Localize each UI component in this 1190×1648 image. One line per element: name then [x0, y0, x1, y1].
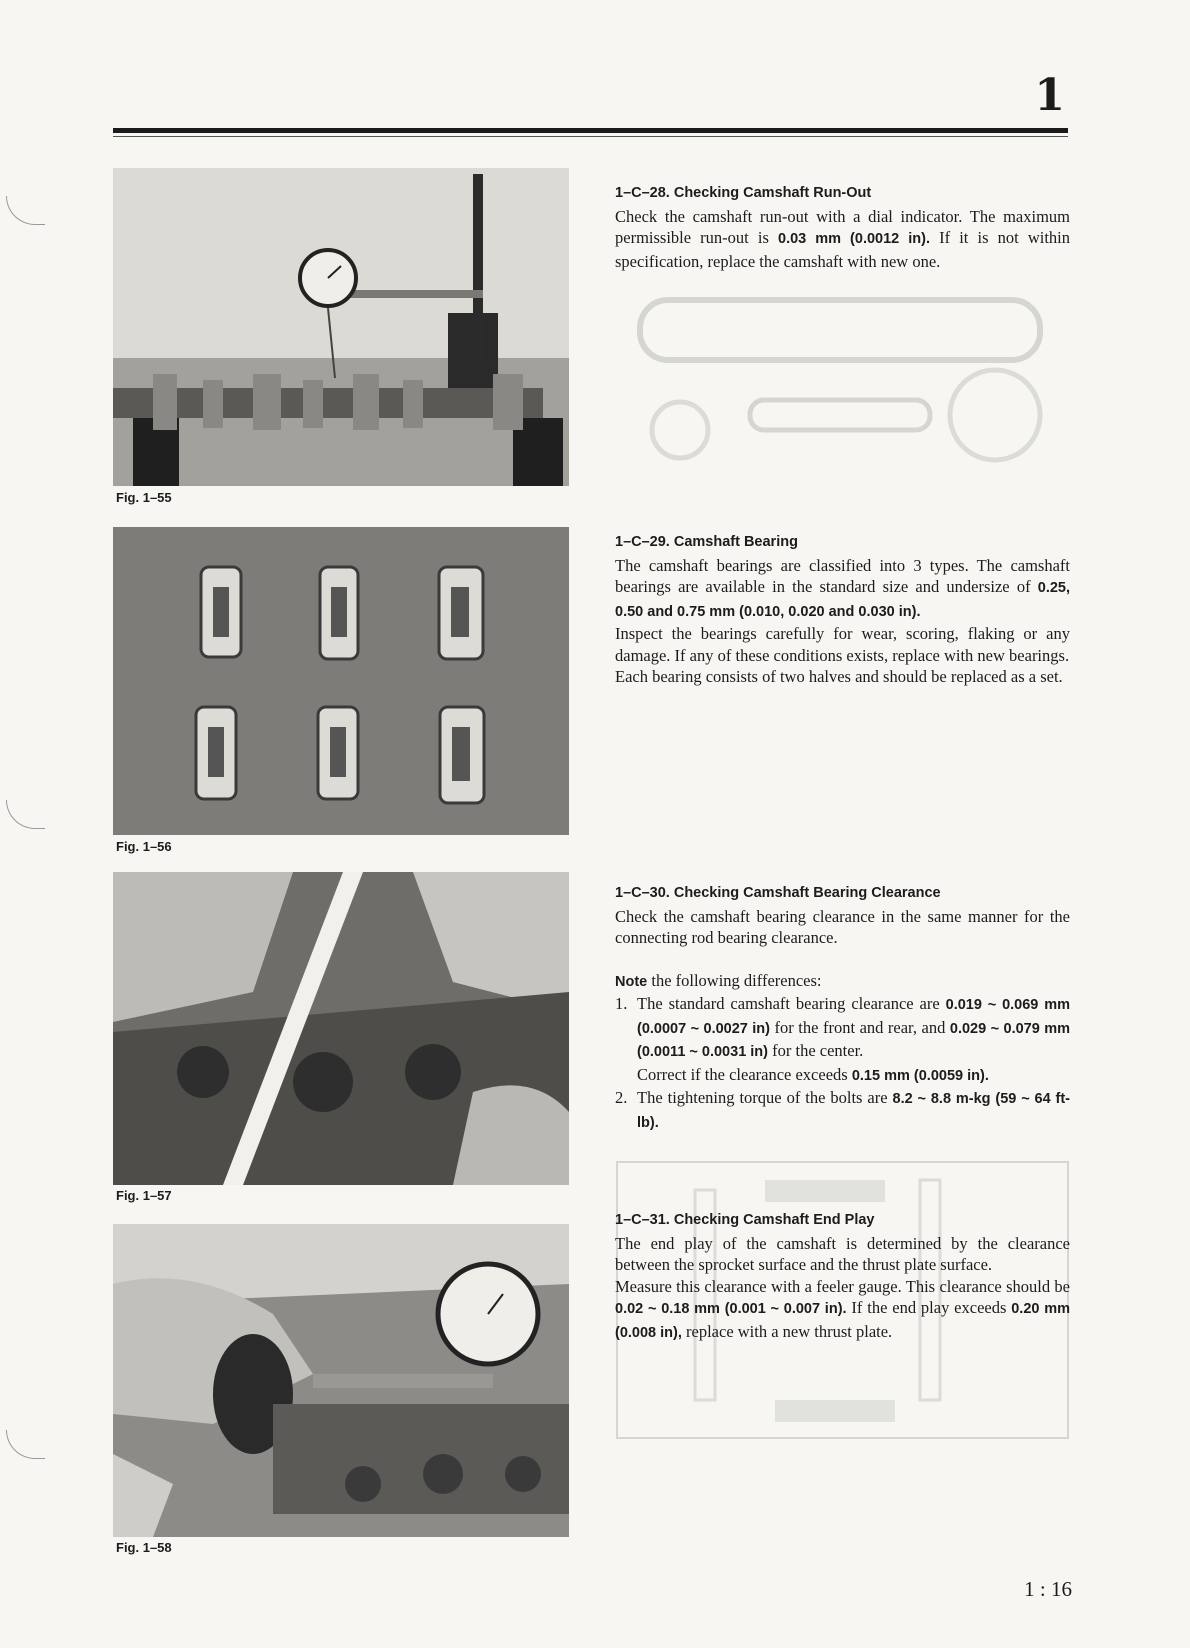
list-number: 2.: [615, 1088, 628, 1107]
show-through-artwork: [620, 280, 1060, 480]
list-item: [615, 1087, 1070, 1134]
margin-mark: [6, 196, 45, 225]
paragraph: Inspect the bearings carefully for wear, scoring, flaking or any damage. If any of these conditions exists, replace with new bearings.: [615, 624, 1070, 665]
list-body: [637, 993, 1070, 1087]
text: for the front and rear, and: [770, 1017, 950, 1037]
figure-camshaft-bearings-photo: [113, 527, 569, 835]
section-camshaft-bearing: [615, 532, 1070, 688]
text: If the end play exceeds: [846, 1298, 1012, 1317]
section-heading: 1–C–31. Checking Camshaft End Play: [615, 1212, 875, 1228]
paragraph: [615, 1276, 1070, 1345]
note-label: Note: [615, 973, 648, 990]
figure-endplay-photo: [113, 1224, 569, 1537]
margin-mark: [6, 800, 45, 829]
text: for the center.: [768, 1041, 864, 1060]
text: the following differences:: [647, 970, 822, 990]
page-number: 1 : 16: [1024, 1577, 1072, 1601]
section-camshaft-end-play: [615, 1210, 1070, 1344]
text: replace with a new thrust plate.: [681, 1321, 893, 1341]
text: Correct if the clearance exceeds: [637, 1064, 852, 1084]
chapter-number: 1: [1034, 70, 1065, 121]
text: If it is not within specification, replace the camshaft with new one.: [615, 228, 1070, 271]
text: Check the camshaft run-out with a dial indicator. The maximum permissible run-out is: [615, 206, 1070, 247]
paragraph: The end play of the camshaft is determined by the clearance between the sprocket surface and the thrust plate surface.: [615, 1233, 1070, 1274]
section-camshaft-runout: [615, 183, 1070, 272]
figure-label: Fig. 1–57: [116, 1188, 172, 1203]
spec-value: 0.20 mm (0.008 in),: [615, 1301, 1070, 1341]
text: The tightening torque of the bolts are: [637, 1088, 893, 1107]
figure-label: Fig. 1–56: [116, 839, 172, 854]
figure-plastigage-photo: [113, 872, 569, 1185]
section-heading: 1–C–30. Checking Camshaft Bearing Clearance: [615, 885, 941, 901]
list-body: [637, 1087, 1070, 1134]
spec-value: 0.15 mm (0.0059 in).: [851, 1067, 989, 1084]
margin-mark: [6, 1430, 45, 1459]
figure-label: Fig. 1–55: [116, 490, 172, 505]
section-heading: 1–C–29. Camshaft Bearing: [615, 534, 798, 550]
list-item: [615, 993, 1070, 1087]
spec-value: 0.02 ~ 0.18 mm (0.001 ~ 0.007 in).: [615, 1301, 847, 1317]
header-rule-thin: [113, 136, 1068, 137]
section-heading: 1–C–28. Checking Camshaft Run-Out: [615, 185, 872, 201]
spec-value: 0.25, 0.50 and 0.75 mm (0.010, 0.020 and 0.030 in).: [615, 580, 1070, 620]
figure-camshaft-runout-photo: [113, 168, 569, 486]
header-rule: [113, 128, 1068, 133]
paragraph: [615, 555, 1070, 624]
spec-value: 0.019 ~ 0.069 mm (0.0007 ~ 0.0027 in): [637, 997, 1070, 1037]
spec-value: 0.029 ~ 0.079 mm (0.0011 ~ 0.0031 in): [637, 1020, 1070, 1060]
list-number: 1.: [615, 994, 628, 1013]
note: [615, 970, 1070, 994]
paragraph: Each bearing consists of two halves and should be replaced as a set.: [615, 667, 1063, 686]
paragraph: Check the camshaft bearing clearance in the same manner for the connecting rod bearing clearance.: [615, 906, 1070, 947]
spec-value: 0.03 mm (0.0012 in).: [778, 231, 930, 247]
text: The camshaft bearings are classified into 3 types. The camshaft bearings are available in the standard size and undersize of: [615, 555, 1070, 596]
section-bearing-clearance: [615, 883, 1070, 1134]
figure-label: Fig. 1–58: [116, 1540, 172, 1555]
paragraph: [615, 206, 1070, 273]
text: The standard camshaft bearing clearance are: [637, 994, 946, 1013]
spec-value: 8.2 ~ 8.8 m-kg (59 ~ 64 ft-lb).: [637, 1091, 1070, 1131]
text: Measure this clearance with a feeler gauge. This clearance should be: [615, 1276, 1070, 1296]
